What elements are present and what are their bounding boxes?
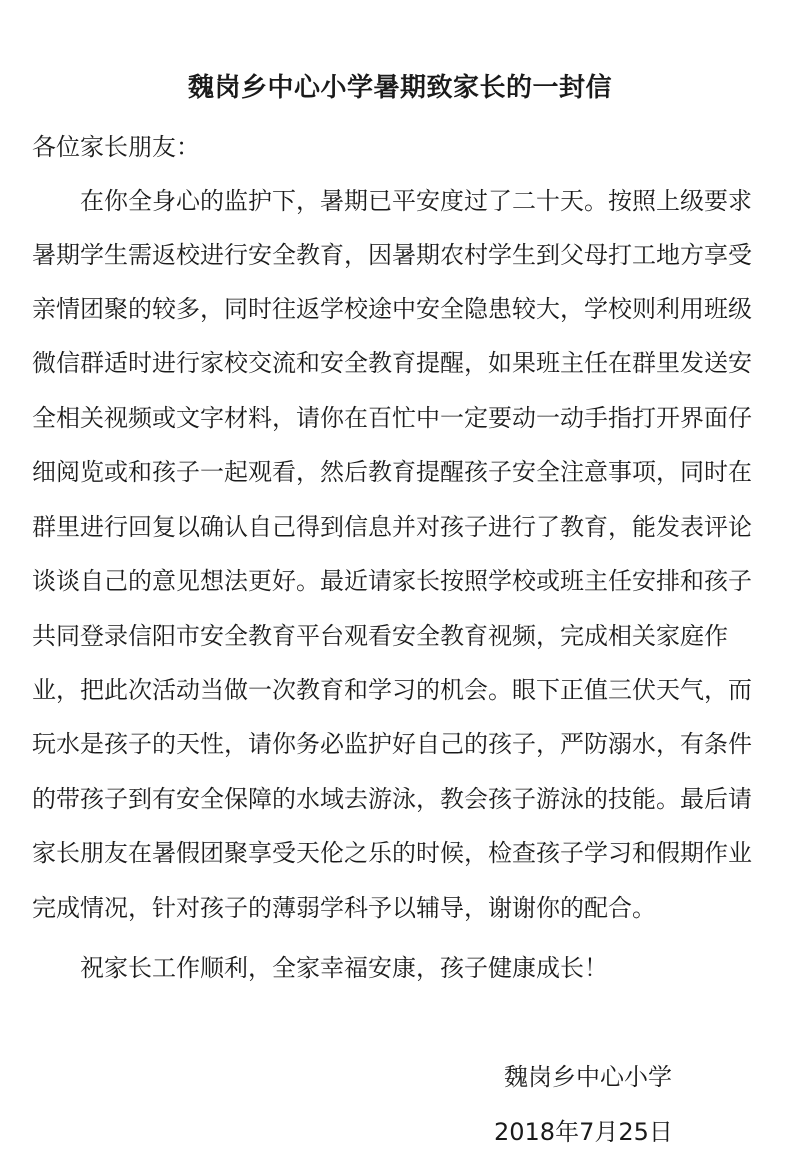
- body-line: 群里进行回复以确认自己得到信息并对孩子进行了教育，能发表评论: [32, 513, 752, 541]
- body-line: 细阅览或和孩子一起观看，然后教育提醒孩子安全注意事项，同时在: [32, 458, 752, 486]
- body-line: 谈谈自己的意见想法更好。最近请家长按照学校或班主任安排和孩子: [32, 567, 752, 595]
- letter-greeting: 各位家长朋友：: [32, 133, 200, 161]
- body-line: 在你全身心的监护下，暑期已平安度过了二十天。按照上级要求: [80, 187, 752, 215]
- body-line: 共同登录信阳市安全教育平台观看安全教育视频，完成相关家庭作: [32, 622, 728, 650]
- signature-date: 2018年7月25日: [494, 1118, 673, 1146]
- body-line: 家长朋友在暑假团聚享受天伦之乐的时候，检查孩子学习和假期作业: [32, 839, 752, 867]
- body-line: 亲情团聚的较多，同时往返学校途中安全隐患较大，学校则利用班级: [32, 295, 752, 323]
- signature-school: 魏岗乡中心小学: [504, 1063, 672, 1091]
- body-line: 玩水是孩子的天性，请你务必监护好自己的孩子，严防溺水，有条件: [32, 730, 752, 758]
- closing-wish: 祝家长工作顺利，全家幸福安康，孩子健康成长！: [80, 954, 608, 982]
- body-line: 的带孩子到有安全保障的水域去游泳，教会孩子游泳的技能。最后请: [32, 785, 752, 813]
- letter-title: 魏岗乡中心小学暑期致家长的一封信: [187, 73, 612, 103]
- body-line: 暑期学生需返校进行安全教育，因暑期农村学生到父母打工地方享受: [32, 241, 752, 269]
- body-line: 业，把此次活动当做一次教育和学习的机会。眼下正值三伏天气，而: [32, 676, 752, 704]
- body-line: 完成情况，针对孩子的薄弱学科予以辅导，谢谢你的配合。: [32, 894, 656, 922]
- body-line: 全相关视频或文字材料，请你在百忙中一定要动一动手指打开界面仔: [32, 404, 752, 432]
- body-line: 微信群适时进行家校交流和安全教育提醒，如果班主任在群里发送安: [32, 349, 752, 377]
